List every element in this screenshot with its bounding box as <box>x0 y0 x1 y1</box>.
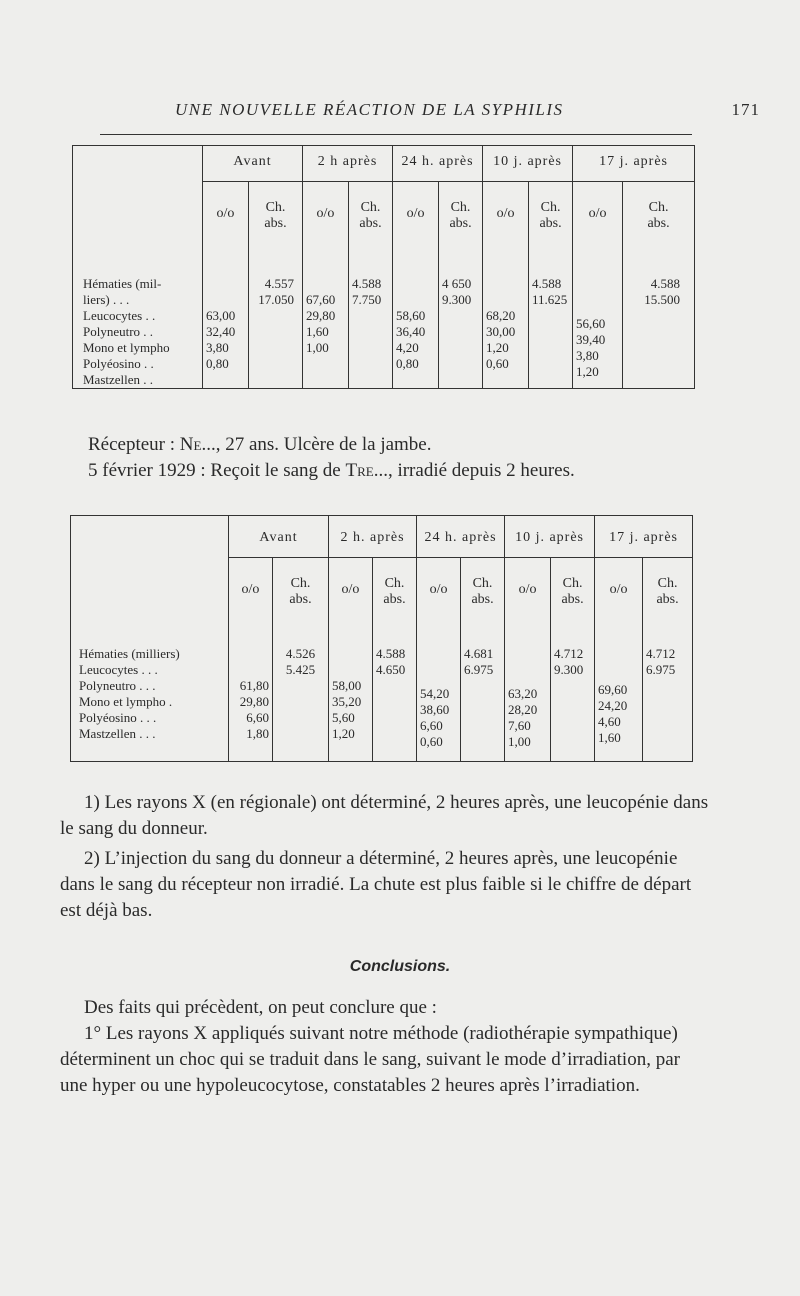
recipient-block <box>88 432 738 484</box>
table-1-group-header: Avant <box>203 146 303 182</box>
table-1-col-10j-abs: 4.588 11.625 <box>529 252 573 389</box>
table-1-subheader-abs: Ch. abs. <box>349 182 393 252</box>
table-2-subheader-abs: Ch. abs. <box>643 558 693 636</box>
table-1-group-header: 2 h après <box>303 146 393 182</box>
paragraph-4: 1° Les rayons X appliqués suivant notre méthode (radiothérapie sympathique) déterminent un choc qui se traduit dans le sang, suivant le mode d’irradiation, par une hyper ou une hypoleucocytose, constatables 2 heures après l’irradiation. <box>60 1023 680 1096</box>
table-2-subheader-pct: o/o <box>417 558 461 636</box>
table-2-col-avant-abs: 4.526 5.425 <box>273 636 329 762</box>
table-1-col-17j-pct: 56,60 39,40 3,80 1,20 <box>573 252 623 389</box>
table-2-group-header: 17 j. après <box>595 516 693 558</box>
table-2-col-17j-pct: 69,60 24,20 4,60 1,60 <box>595 636 643 762</box>
running-head-title: UNE NOUVELLE RÉACTION DE LA SYPHILIS <box>175 100 564 119</box>
table-1-subheader-abs: Ch. abs. <box>623 182 695 252</box>
table-1-col-17j-abs: 4.588 15.500 <box>623 252 695 389</box>
table-2-subheader-pct: o/o <box>329 558 373 636</box>
table-1-subheader-pct: o/o <box>203 182 249 252</box>
table-1-subheader-pct: o/o <box>573 182 623 252</box>
table-2-group-header: 24 h. après <box>417 516 505 558</box>
table-1-col-avant-pct: 63,00 32,40 3,80 0,80 <box>203 252 249 389</box>
table-1-corner <box>73 146 203 182</box>
table-1-col-10j-pct: 68,20 30,00 1,20 0,60 <box>483 252 529 389</box>
table-2-col-24h-pct: 54,20 38,60 6,60 0,60 <box>417 636 461 762</box>
table-1-subheader-abs: Ch. abs. <box>249 182 303 252</box>
paragraph-3: Des faits qui précèdent, on peut conclure que : <box>84 997 437 1018</box>
table-1-col-2h-abs: 4.588 7.750 <box>349 252 393 389</box>
table-2-col-2h-abs: 4.588 4.650 <box>373 636 417 762</box>
table-1-group-header: 17 j. après <box>573 146 695 182</box>
table-2-col-10j-abs: 4.712 9.300 <box>551 636 595 762</box>
paragraph-1: 1) Les rayons X (en régionale) ont déterminé, 2 heures après, une leucopénie dans le sang du donneur. <box>60 792 709 839</box>
table-1-subheader-pct: o/o <box>393 182 439 252</box>
table-2-group-header: 10 j. après <box>505 516 595 558</box>
table-2-subheader-pct: o/o <box>595 558 643 636</box>
table-2-subheader-abs: Ch. abs. <box>273 558 329 636</box>
paragraph-2: 2) L’injection du sang du donneur a déterminé, 2 heures après, une leucopénie dans le sang du récepteur non irradié. La chute est plus faible si le chiffre de départ est déjà bas. <box>60 848 692 921</box>
table-1 <box>72 145 695 389</box>
conclusions-text <box>60 995 710 1099</box>
table-2-col-10j-pct: 63,20 28,20 7,60 1,00 <box>505 636 551 762</box>
table-2-subheader-abs: Ch. abs. <box>461 558 505 636</box>
table-2-col-avant-pct: 61,80 29,80 6,60 1,80 <box>229 636 273 762</box>
table-1-col-24h-pct: 58,60 36,40 4,20 0,80 <box>393 252 439 389</box>
table-1-col-avant-abs: 4.557 17.050 <box>249 252 303 389</box>
table-2-group-header: Avant <box>229 516 329 558</box>
recipient-line-1: Récepteur : Ne..., 27 ans. Ulcère de la jambe. <box>88 434 432 455</box>
table-1-row-labels: Hématies (mil- liers) . . . Leucocytes . . Polyneutro . . Mono et lympho Polyéosino . . Mastzellen . . <box>83 275 170 387</box>
table-2-subheader-pct: o/o <box>505 558 551 636</box>
table-2-subheader-abs: Ch. abs. <box>373 558 417 636</box>
table-2 <box>70 515 693 762</box>
page-number: 171 <box>731 100 760 119</box>
recipient-line-2: 5 février 1929 : Reçoit le sang de Tre..., irradié depuis 2 heures. <box>88 460 575 481</box>
section-heading: Conclusions. <box>349 958 451 975</box>
table-1-subheader-abs: Ch. abs. <box>439 182 483 252</box>
results-text <box>60 790 710 924</box>
table-2-col-17j-abs: 4.712 6.975 <box>643 636 693 762</box>
header-rule <box>100 134 692 135</box>
table-2-subheader-pct: o/o <box>229 558 273 636</box>
table-1-group-header: 24 h. après <box>393 146 483 182</box>
table-1-subheader-abs: Ch. abs. <box>529 182 573 252</box>
table-2-row-labels: Hématies (milliers) Leucocytes . . . Polyneutro . . . Mono et lympho . Polyéosino . . . Mastzellen . . . <box>79 645 180 741</box>
table-2-group-header: 2 h. après <box>329 516 417 558</box>
table-1-col-24h-abs: 4 650 9.300 <box>439 252 483 389</box>
table-1-subheader-pct: o/o <box>303 182 349 252</box>
table-1-subheader-pct: o/o <box>483 182 529 252</box>
table-2-col-24h-abs: 4.681 6.975 <box>461 636 505 762</box>
table-1-group-header: 10 j. après <box>483 146 573 182</box>
table-2-col-2h-pct: 58,00 35,20 5,60 1,20 <box>329 636 373 762</box>
table-2-subheader-abs: Ch. abs. <box>551 558 595 636</box>
table-1-col-2h-pct: 67,60 29,80 1,60 1,00 <box>303 252 349 389</box>
